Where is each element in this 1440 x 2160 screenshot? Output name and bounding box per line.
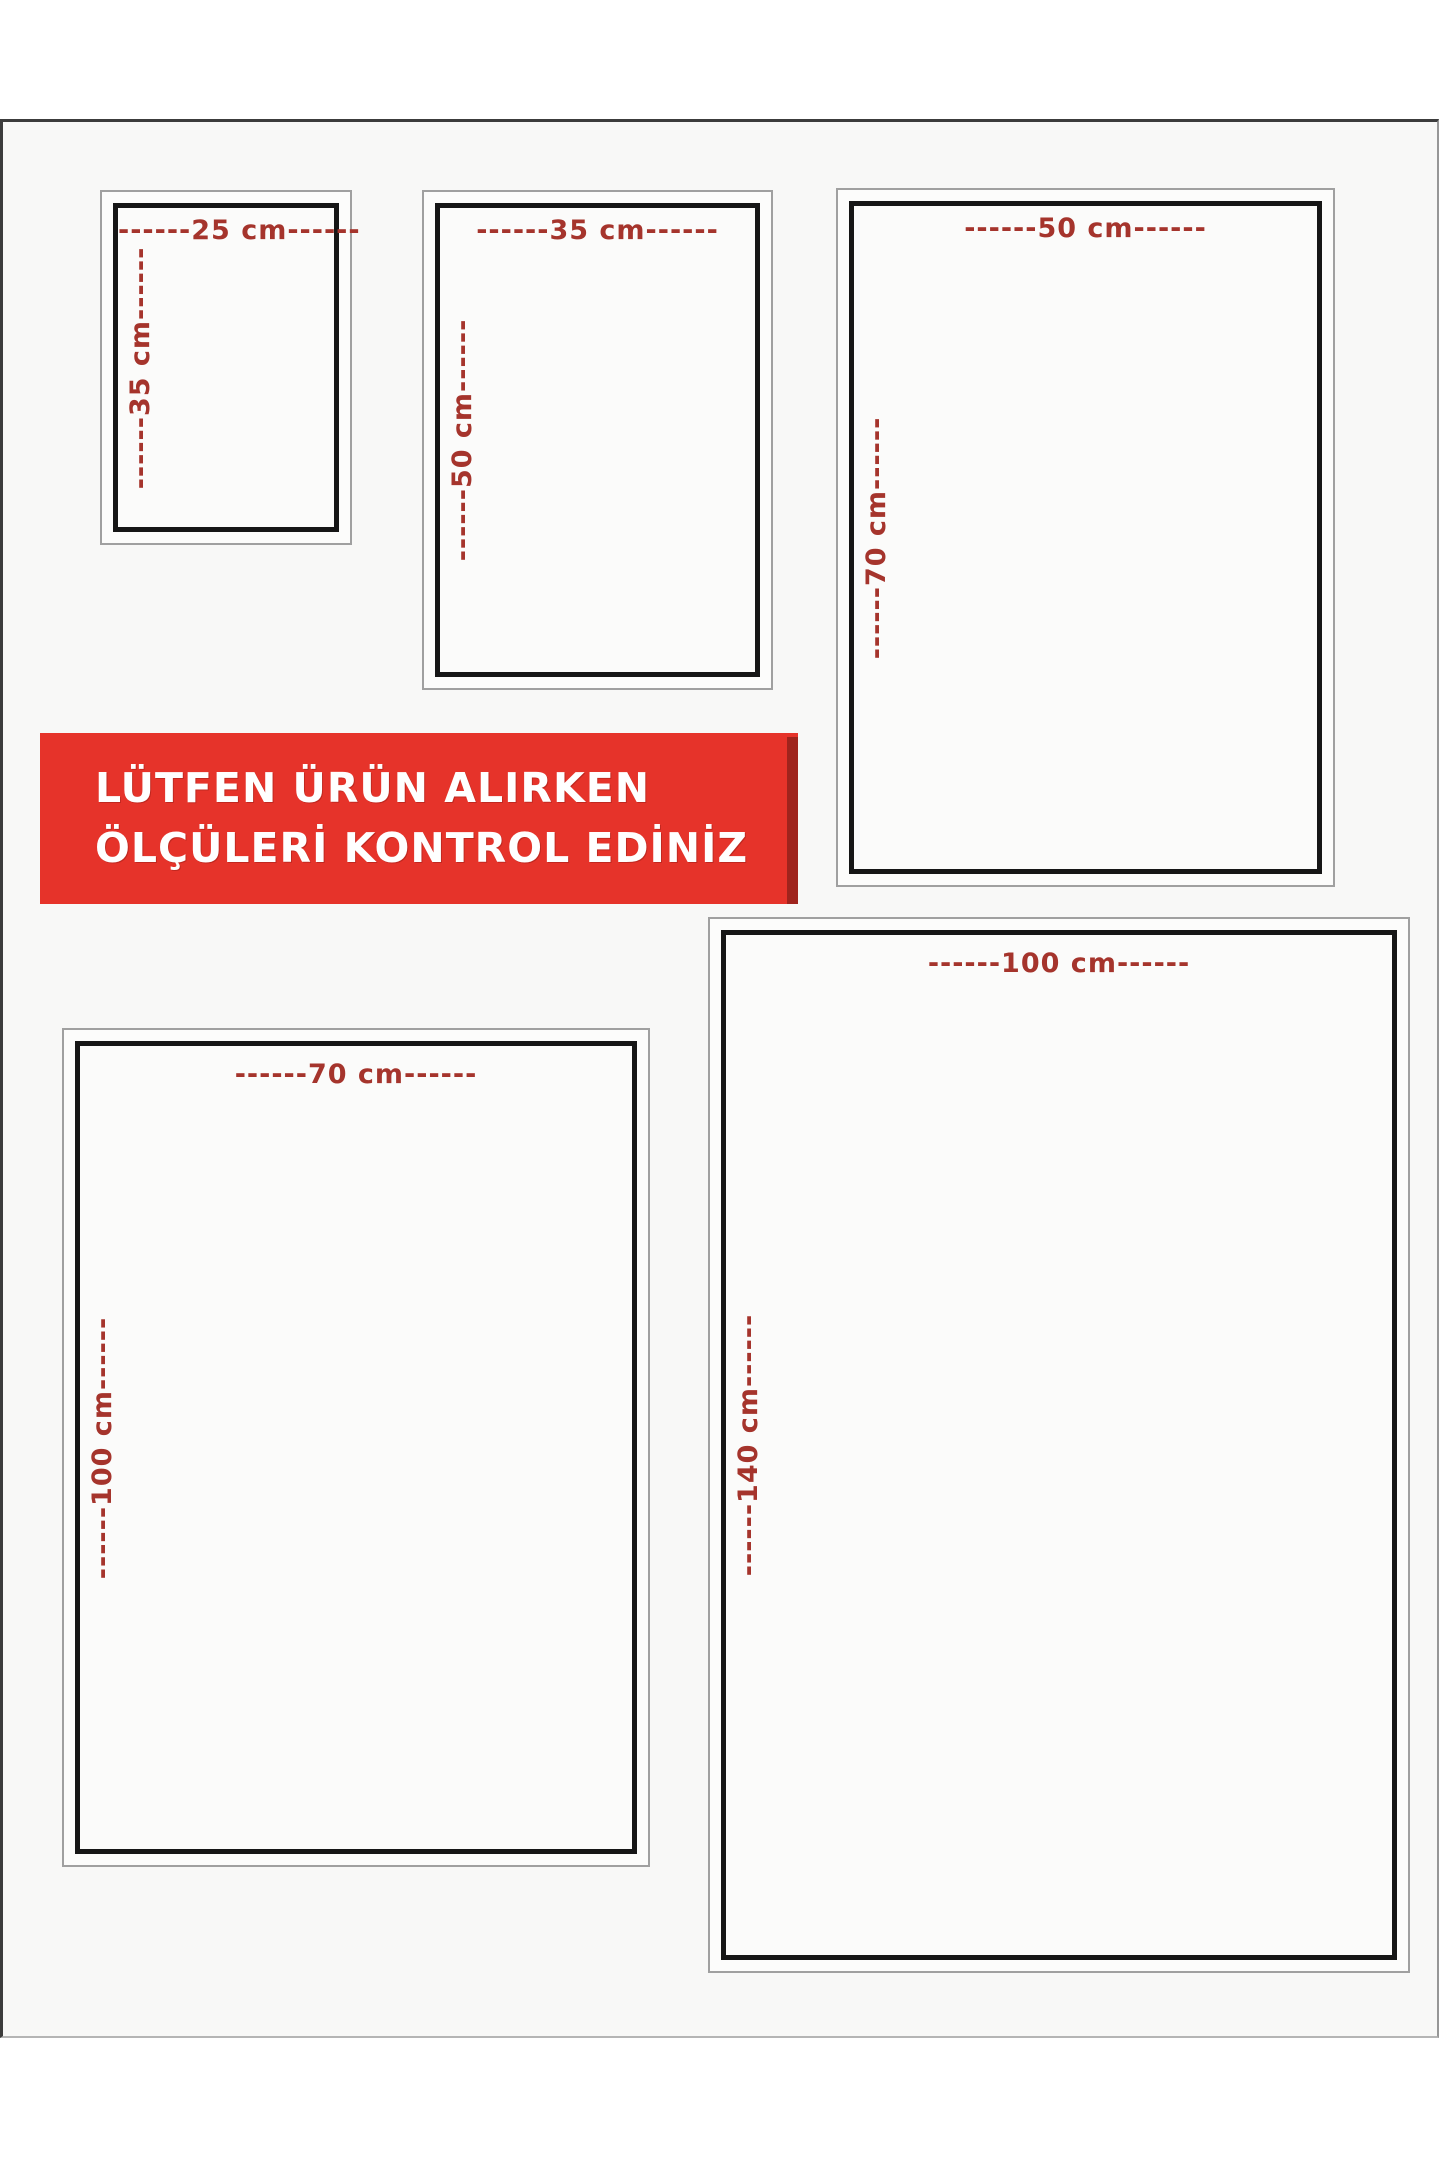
size-box-35x50-frame [435, 203, 760, 677]
height-dimension-label: ------140 cm------ [733, 1313, 764, 1577]
size-box-25x35-frame [113, 203, 361, 532]
height-dimension-label: ------70 cm------ [861, 416, 892, 659]
height-dimension-label: ------100 cm------ [87, 1316, 118, 1579]
warning-banner [40, 733, 798, 904]
width-dimension-label: ------100 cm------ [927, 948, 1191, 979]
banner-edge-shade [787, 737, 798, 904]
width-dimension-label: ------25 cm------ [118, 215, 361, 246]
warning-banner-line-1: LÜTFEN ÜRÜN ALIRKEN [95, 764, 651, 812]
height-dimension-label: ------50 cm------ [447, 318, 478, 562]
warning-banner-line-2: ÖLÇÜLERİ KONTROL EDİNİZ [95, 824, 749, 872]
width-dimension-label: ------50 cm------ [964, 213, 1207, 244]
size-box-35x50 [422, 190, 773, 690]
size-box-70x100 [62, 1028, 650, 1867]
size-box-25x35 [100, 190, 361, 545]
size-box-100x140-frame [721, 930, 1397, 1960]
size-box-50x70-frame [849, 201, 1322, 874]
size-box-100x140 [708, 917, 1410, 1973]
height-dimension-label: ------35 cm------ [125, 246, 156, 489]
size-box-70x100-frame [75, 1041, 637, 1854]
width-dimension-label: ------35 cm------ [476, 215, 719, 246]
size-box-50x70 [836, 188, 1335, 887]
width-dimension-label: ------70 cm------ [234, 1059, 478, 1090]
